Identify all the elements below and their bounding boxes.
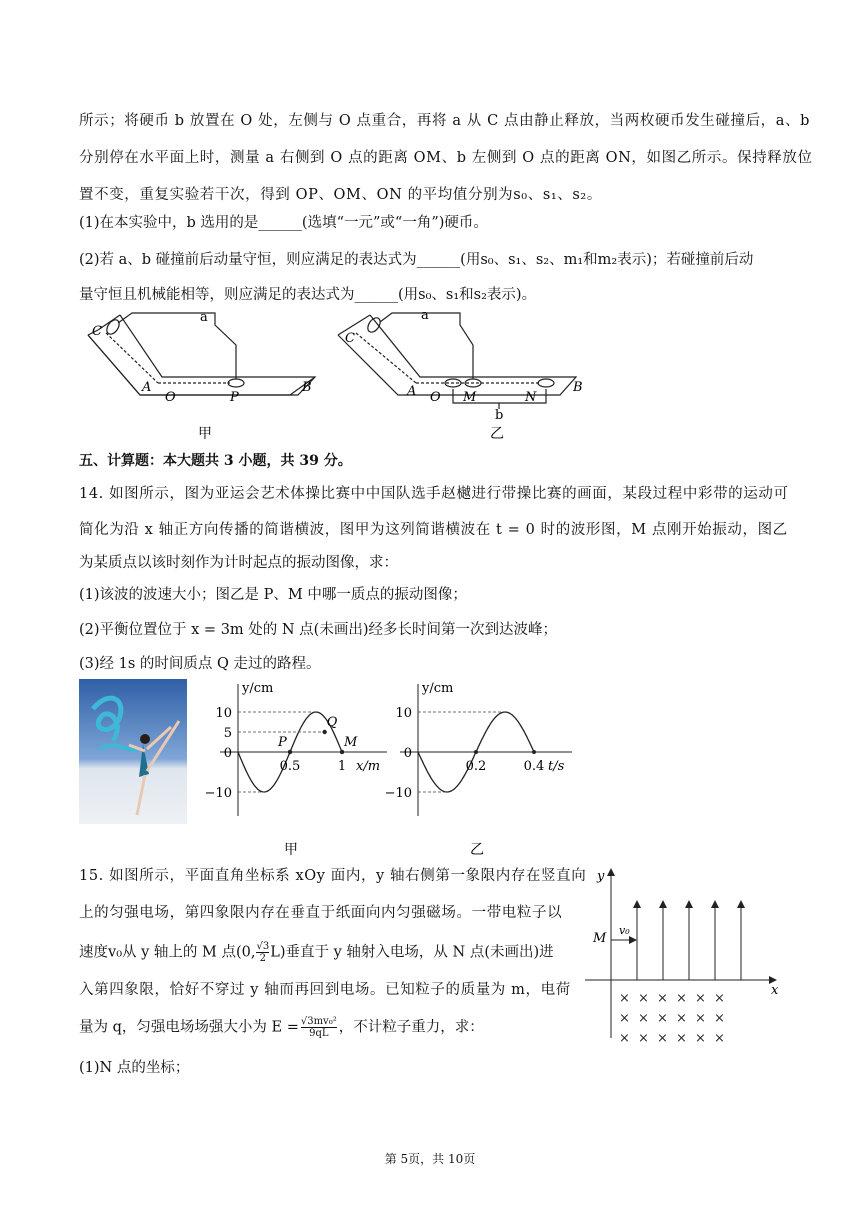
- field-cross: ×: [619, 1031, 630, 1046]
- fraction-den: 9qL: [309, 1028, 329, 1039]
- field-cross: ×: [714, 991, 725, 1006]
- label-b: b: [495, 408, 504, 423]
- field-cross: ×: [676, 1031, 687, 1046]
- q14-line: 简化为沿 x 轴正方向传播的简谐横波，图甲为这列简谐横波在 t = 0 时的波形图，M 点刚开始振动，图乙: [79, 522, 788, 538]
- x-tick-label: 0.5: [279, 759, 301, 774]
- q14-line: 为某质点以该时刻作为计时起点的振动图像，求：: [79, 555, 398, 571]
- figure-caption: 甲: [284, 842, 298, 858]
- label-a: a: [200, 310, 208, 325]
- field-cross: ×: [657, 991, 668, 1006]
- label-A: A: [142, 380, 152, 395]
- point-P: [288, 750, 292, 754]
- gymnast-photo: [79, 679, 187, 824]
- field-figure: [585, 862, 785, 1047]
- y-tick-label: 10: [395, 706, 412, 721]
- x-axis-label: t/s: [548, 759, 565, 774]
- field-cross: ×: [676, 1011, 687, 1026]
- q15-line: 入第四象限，恰好不穿过 y 轴而再回到电场。已知粒子的质量为 m，电荷: [79, 982, 571, 998]
- x-axis-label: x/m: [356, 759, 381, 774]
- vibration-graph-yi: [384, 676, 582, 861]
- field-cross: ×: [676, 991, 687, 1006]
- x-tick-point: [532, 750, 536, 754]
- caption-yi: 乙: [490, 426, 504, 442]
- x-tick-label: 0.4: [523, 759, 545, 774]
- label-O: O: [165, 390, 176, 405]
- field-cross: ×: [657, 1011, 668, 1026]
- q14-sub1: (1)该波的波速大小；图乙是 P、M 中哪一质点的振动图像；: [79, 587, 467, 603]
- label-N: N: [525, 390, 537, 405]
- q14-sub3: (3)经 1s 的时间质点 Q 走过的路程。: [79, 656, 321, 672]
- q15-text: ，不计粒子重力，求：: [338, 1019, 484, 1036]
- label-P: P: [230, 390, 239, 405]
- label-O: O: [430, 390, 441, 405]
- q15-line: [79, 941, 554, 964]
- wave-graph-jia: [205, 676, 400, 861]
- fraction-den: 2: [259, 953, 267, 964]
- q15-text: L)垂直于 y 轴射入电场，从 N 点(未画出)进: [270, 944, 554, 961]
- label-M: M: [463, 390, 477, 405]
- field-cross: ×: [714, 1031, 725, 1046]
- x-tick-label: 1: [337, 759, 347, 774]
- field-cross: ×: [638, 991, 649, 1006]
- coin-apparatus-figure: [80, 305, 600, 445]
- q14-line: 14. 如图所示，图为亚运会艺术体操比赛中中国队选手赵樾进行带操比赛的画面，某段过程中彩带的运动可: [79, 486, 789, 502]
- field-cross: ×: [695, 991, 706, 1006]
- point-Q: [322, 730, 326, 734]
- field-cross: ×: [638, 1011, 649, 1026]
- q13-part2-cont: 量守恒且机械能相等，则应满足的表达式为______(用s₀、s₁和s₂表示)。: [79, 287, 537, 303]
- point-label: Q: [326, 715, 338, 730]
- y-axis-label: y/cm: [242, 681, 274, 696]
- text-line: 置不变，重复实验若干次，得到 OP、OM、ON 的平均值分别为s₀、s₁、s₂。: [79, 187, 602, 203]
- y-tick-label: −10: [384, 786, 412, 801]
- text-line: 分别停在水平面上时，测量 a 右侧到 O 点的距离 OM、b 左侧到 O 点的距离 ON，如图乙所示。保持释放位: [79, 150, 813, 166]
- label-C: C: [92, 324, 102, 339]
- field-cross: ×: [638, 1031, 649, 1046]
- label-v0: v₀: [619, 924, 630, 937]
- point-M: [340, 750, 344, 754]
- figure-caption: 乙: [470, 842, 484, 858]
- figure-yi: [338, 313, 576, 409]
- figure-jia: [88, 313, 315, 395]
- y-tick-label: 0: [403, 746, 412, 761]
- q14-sub2: (2)平衡位置位于 x = 3m 处的 N 点(未画出)经多长时间第一次到达波峰；: [79, 622, 557, 638]
- label-C: C: [345, 331, 355, 346]
- label-x: x: [771, 983, 779, 998]
- q15-sub1: (1)N 点的坐标；: [79, 1060, 190, 1076]
- label-B: B: [302, 380, 312, 395]
- section-title: 五、计算题：本大题共 3 小题，共 39 分。: [79, 453, 352, 469]
- field-cross: ×: [695, 1011, 706, 1026]
- field-cross: ×: [714, 1011, 725, 1026]
- point-label: P: [278, 735, 287, 750]
- y-tick-label: 10: [215, 706, 232, 721]
- point-label: M: [344, 735, 358, 750]
- fraction-num: √3mv₀²: [300, 1016, 337, 1027]
- text-line: 所示；将硬币 b 放置在 O 处，左侧与 O 点重合，再将 a 从 C 点由静止释放，当两枚硬币发生碰撞后，a、b: [79, 113, 811, 129]
- q15-line: [79, 1016, 484, 1039]
- label-y: y: [597, 869, 605, 884]
- field-cross: ×: [695, 1031, 706, 1046]
- label-B: B: [573, 380, 583, 395]
- q15-text: 量为 q，匀强电场场强大小为 E =: [79, 1019, 299, 1036]
- label-A: A: [407, 384, 417, 399]
- fraction: [256, 941, 269, 964]
- x-tick-point: [474, 750, 478, 754]
- caption-jia: 甲: [198, 426, 212, 442]
- label-a: a: [421, 308, 429, 323]
- x-tick-label: 0.2: [465, 759, 487, 774]
- q15-text: 速度v₀从 y 轴上的 M 点(0,: [79, 944, 256, 961]
- field-cross: ×: [619, 1011, 630, 1026]
- field-cross: ×: [657, 1031, 668, 1046]
- field-cross: ×: [619, 991, 630, 1006]
- q15-line: 上的匀强电场，第四象限内存在垂直于纸面向内匀强磁场。一带电粒子以: [79, 905, 563, 921]
- q13-part2: (2)若 a、b 碰撞前后动量守恒，则应满足的表达式为______(用s₀、s₁、s₂、m₁和m₂表示)；若碰撞前后动: [79, 252, 754, 268]
- page-footer: 第 5页，共 10页: [384, 1152, 476, 1166]
- y-tick-label: 5: [223, 726, 232, 741]
- y-axis-label: y/cm: [422, 681, 454, 696]
- q15-line: 15. 如图所示，平面直角坐标系 xOy 面内，y 轴右侧第一象限内存在竖直向: [79, 868, 587, 884]
- field-fraction: [301, 1016, 337, 1039]
- y-tick-label: 0: [223, 746, 232, 761]
- fraction-num: √3: [256, 941, 270, 952]
- y-tick-label: −10: [204, 786, 232, 801]
- label-M: M: [593, 931, 607, 946]
- q13-part1: (1)在本实验中，b 选用的是______(选填“一元”或“一角”)硬币。: [79, 215, 488, 231]
